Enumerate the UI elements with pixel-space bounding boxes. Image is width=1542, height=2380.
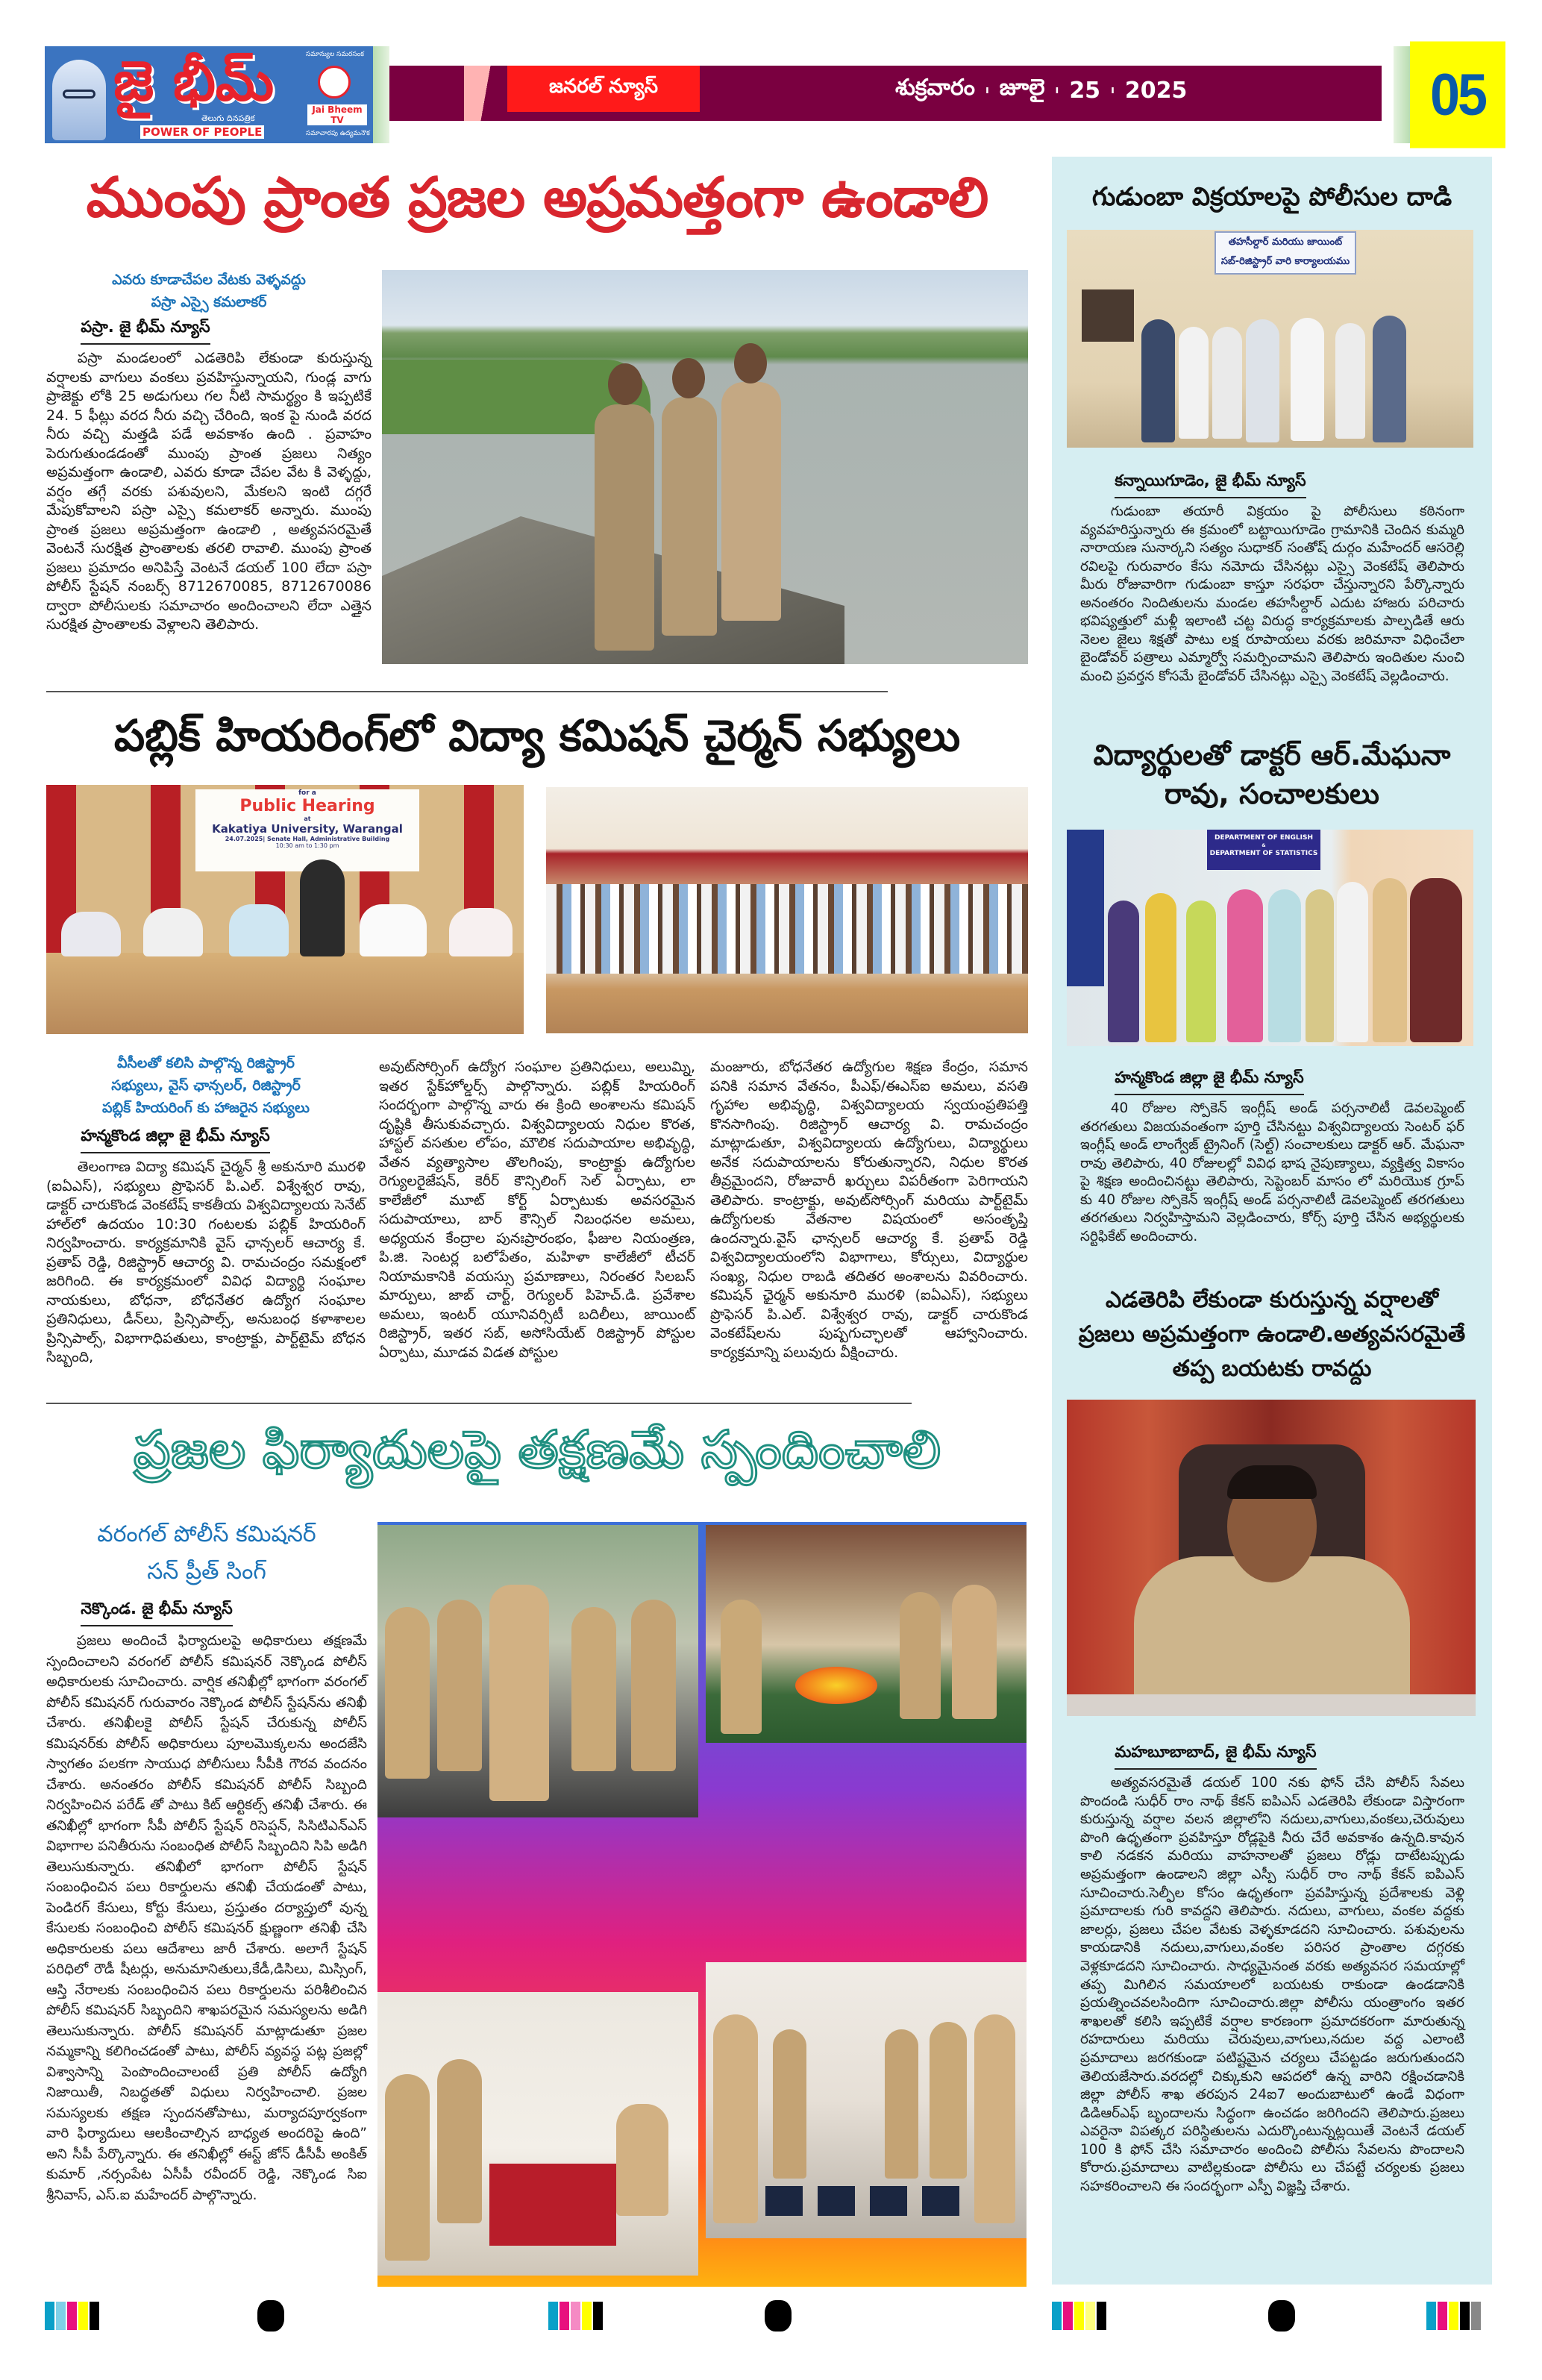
sidebar-a-text <box>1080 472 1464 686</box>
issue-date-number: 25 <box>1069 77 1101 104</box>
banner-line4: Kakatiya University, Warangal <box>212 822 403 836</box>
tahsildar-sign <box>1215 231 1356 275</box>
tv-bottom-text: సమాచారపు ఉద్యమనౌక <box>306 130 370 137</box>
police-officer <box>385 1607 430 1779</box>
masthead-green-bevel <box>373 46 389 143</box>
portrait-glasses-icon <box>63 90 95 98</box>
person <box>1212 327 1242 439</box>
police-officer <box>631 1600 676 1771</box>
issue-date: శుక్రవారం ı జూలై ı 25 ı 2025 <box>895 72 1187 109</box>
section-divider <box>46 1403 912 1404</box>
panel-member <box>61 912 121 956</box>
story1-body: పస్రా మండలంలో ఎడతెరిపి లేకుండా కురుస్తున్న వర్షాలకు వాగులు వంకలు ప్రవహిస్తున్నాయని, గుండ్ల వాగు ప్రాజెక్టు లోకి 25 అడుగులు గల నీటి సామర్థ్యం కి ఇప్పటికే 24. 5 ఫీట్లు వరద నీరు వచ్చి చేరింది, ఇంక పై నుండి వరద నీరు వచ్చి మత్తడి పడే అవకాశం ఉంది . ప్రవాహం పెరుగుతుండడంతో ముంపు ప్రాంత ప్రజలు నిత్యం అప్రమత్తంగా ఉండాలి, ఎవరు కూడా చేపల వేట కి వెళ్ళద్దు, వర్షం తగ్గే వరకు పశువులని, మేకలని ఇంటి దగ్గరే మేపుకోవాలని పస్రా ఎస్సై కమలాకర్ అన్నారు. ముంపు ప్రాంత ప్రజలు అప్రమత్తంగా ఉండాలి , అత్యవసరమైతే వెంటనే సురక్షిత ప్రాంతాలకు తరలి రావాలి. ముంపు ప్రాంత ప్రజలు ప్రమాదం అనిపిస్తే వెంటనే డయల్ 100 లేదా పస్రా పోలీస్ స్టేషన్ నంబర్స్ 8712670085, 8712670086 ద్వారా పోలీసులకు సమాచారం అందించాలని లేదా ఎత్తైన సురక్షిత ప్రాంతాలకు వెళ్లాలని తెలిపారు. <box>46 350 372 633</box>
person <box>1141 319 1175 442</box>
story1-subhead-2: పస్రా ఎస్సై కమలాకర్ <box>151 294 267 310</box>
section-label: జనరల్ న్యూస్ <box>507 66 700 112</box>
student <box>1268 889 1301 1042</box>
story1-headline: ముంపు ప్రాంత ప్రజల అప్రమత్తంగా ఉండాలి <box>86 166 988 230</box>
sign-line1: తహసీల్దార్ మరియు జాయింట్ <box>1228 237 1343 248</box>
sidebar-c-headline-2: ప్రజలు అప్రమత్తంగా ఉండాలి.అత్యవసరమైతే <box>1078 1321 1466 1347</box>
commissioner <box>489 1585 549 1801</box>
hearing-dais-photo <box>46 785 524 1034</box>
page-number: 05 <box>1410 42 1505 148</box>
registration-oval <box>257 2300 284 2332</box>
commissioner <box>616 2104 668 2216</box>
police-officer <box>974 2014 1015 2223</box>
flood-police-photo <box>382 270 1028 664</box>
story3-subhead-2: సన్ ప్రీత్ సింగ్ <box>147 1559 266 1585</box>
police-officer <box>900 1592 941 1719</box>
sidebar-c-headline-3: తప్ప బయటకు రావద్దు <box>1172 1356 1372 1382</box>
issue-day: శుక్రవారం <box>895 75 975 101</box>
story3-byline: నెక్కొండ. జై భీమ్ న్యూస్ <box>81 1600 233 1626</box>
registration-oval <box>1268 2300 1295 2332</box>
tv-top-text: సమాన్యుల సమరసంక <box>306 51 364 58</box>
person <box>1373 316 1406 442</box>
sidebar-c-text <box>1080 1743 1464 2196</box>
story2-body-col2: అవుట్‌సోర్సింగ్ ఉద్యోగ సంఘాల ప్రతినిధులు, అలుమ్ని, ఇతర స్టేక్‌హోల్డర్స్ పాల్గొన్నారు. పబ్లిక్ హియరింగ్ సందర్భంగా పాల్గొన్న వారు ఈ క్రింది అంశాలను కమిషన్ దృష్టికి తీసుకువచ్చారు. విశ్వవిద్యాలయ నిధుల కొరత, హాస్టల్ వసతుల లోపం, మౌలిక సదుపాయాల అభివృద్ధి, వేతన వ్యత్యాసాల తొలగింపు, కాంట్రాక్టు ఉద్యోగుల రెగ్యులరైజేషన్, కెరీర్ కౌన్సిలింగ్ సెల్ ఏర్పాటు, లా కాలేజీలో మూట్ కోర్ట్ ఏర్పాటుకు అవసరమైన సదుపాయాలు, బార్ కౌన్సిల్ నిబంధనల అమలు, అధ్యయన కేంద్రాల పునఃప్రారంభం, ఫీజుల నియంత్రణ, పి.జి. సెంటర్ల బలోపేతం, మహిళా కాలేజీలో టీచర్ నియామకానికి వయస్సు ప్రమాణాలు, నిరంతర సిలబస్ మార్పులు, జాబ్ చార్ట్, రెగ్యులర్ పిహెచ్.డి. ప్రవేశాల అమలు, ఇంటర్ యూనివర్సిటీ బదిలీలు, జాయింట్ రిజిస్ట్రార్, ఇతర సబ్, అసోసియేట్ రిజిస్ట్రార్ పోస్టుల ఏర్పాటు, మూడవ విడత పోస్టుల <box>379 1059 695 1361</box>
story2-byline: హన్మకొండ జిల్లా జై భీమ్ న్యూస్ <box>81 1127 270 1153</box>
story2-body-col3: మంజూరు, బోధనేతర ఉద్యోగుల శిక్షణ కేంద్రం, సమాన పనికి సమాన వేతనం, పీఎఫ్/ఈఎస్ఐ అమలు, వసతి గృహాల అభివృద్ధి, విశ్వవిద్యాలయ స్వయంప్రతిపత్తి కొనసాగింపు. రిజిస్ట్రార్ ఆచార్య వి. రామచంద్రం మాట్లాడుతూ, విశ్వవిద్యాలయ ఉద్యోగులు, విద్యార్థులు అనేక సదుపాయాలను కోరుతున్నారని, నిధుల కొరత తీవ్రమైందని, రోజువారీ ఖర్చులు విపరీతంగా పెరిగాయని తెలిపారు. కాంట్రాక్టు, అవుట్‌సోర్సింగ్ మరియు పార్ట్‌టైమ్ ఉద్యోగులకు వేతనాల విషయంలో అసంతృప్తి ఉందన్నారు.వైస్ ఛాన్సలర్ ఆచార్య కే. ప్రతాప్ రెడ్డి విశ్వవిద్యాలయంలోని విభాగాలు, కోర్సులు, విద్యార్థుల సంఖ్య, నిధుల రాబడి తదితర అంశాలను వివరించారు. కమిషన్ ఛైర్మన్ అకునూరి మురళి (ఐఏఎస్), సభ్యులు ప్రొఫెసర్ పి.ఎల్. విశ్వేశ్వర రావు, డాక్టర్ చారుకొండ వెంకటేష్‌లను పుష్పగుచ్ఛాలతో ఆహ్వానించారు. కార్యక్రమాన్ని పలువురు వీక్షించారు. <box>710 1059 1028 1361</box>
sidebar-c-headline <box>1052 1283 1492 1386</box>
police-officer <box>885 2029 918 2179</box>
issue-month: జూలై <box>999 75 1045 101</box>
story1-byline: పస్రా. జై భీమ్ న్యూస్ <box>81 318 210 345</box>
english-dept-photo <box>1067 830 1473 1046</box>
logo-subtitle: తెలుగు దినపత్రిక <box>201 113 255 123</box>
sidebar-a-byline: కన్నాయిగూడెం, జై భీమ్ న్యూస్ <box>1115 472 1306 498</box>
director <box>1227 889 1263 1042</box>
hearing-banner <box>195 789 419 871</box>
story3-body: ప్రజలు అందించే ఫిర్యాదులపై అధికారులు తక్షణమే స్పందించాలని వరంగల్ పోలీస్ కమిషనర్ నెక్కొండ పోలీస్ అధికారులకు సూచించారు. వార్షిక తనిఖీల్లో భాగంగా వరంగల్ పోలీస్ కమిషనర్ గురువారం నెక్కొండ పోలీస్ స్టేషన్‌ను తనిఖీ చేశారు. తనిఖీలకై పోలీస్ స్టేషన్ చేరుకున్న పోలీస్ కమిషనర్‌కు పోలీస్ అధికారులు పూలమొక్కలను అందజేసి స్వాగతం పలకగా సాయుధ పోలీసులు సీపీకి గౌరవ వందనం చేశారు. అనంతరం పోలీస్ కమిషనర్ పోలీస్ సిబ్బంది నిర్వహించిన పరేడ్ తో పాటు కిట్ ఆర్టికల్స్ తనిఖీ చేశారు. ఈ తనిఖీల్లో భాగంగా సీపీ పోలీస్ స్టేషన్ రిసెప్షన్, సిసిటిఎన్ఎస్ విభాగాల పనితీరును సంబంధిత పోలీస్ సిబ్బందిని సిపి అడిగి తెలుసుకున్నారు. తనిఖీలో భాగంగా పోలీస్ స్టేషన్ సంబంధించిన పలు రికార్డులను తనిఖీ చేయడంతో పాటు, పెండిరగ్ కేసులు, కోర్టు కేసులు, ప్రస్తుతం దర్యాప్తులో వున్న కేసులకు సంబంధించి పోలీస్ కమిషనర్ క్షుణ్ణంగా తనిఖీ చేసి అధికారులకు పలు ఆదేశాలు జారీ చేశారు. అలాగే స్టేషన్ పరిధిలో రౌడీ షీటర్లు, అనుమానితులు,కేడీ,డిసిలు, మిస్సింగ్, ఆస్తి నేరాలకు సంబంధించిన పలు రికార్డులను పరిశీలించిన పోలీస్ కమిషనర్ సిబ్బందిని శాఖపరమైన సమస్యలను అడిగి తెలుసుకున్నారు. పోలీస్ కమిషనర్ మాట్లాడుతూ ప్రజల నమ్మకాన్ని కలిగించడంతో పాటు, పోలీస్ వ్యవస్థ పట్ల ప్రజల్లో విశ్వాసాన్ని పెంపొందించాలంటే ప్రతి పోలీస్ ఉద్యోగి నిజాయితీ, నిబద్ధతతో విధులు నిర్వహించాలి. ప్రజల సమస్యలకు తక్షణ స్పందనతోపాటు, మర్యాదపూర్వకంగా వారి ఫిర్యాదులు ఆలకించాల్సిన బాధ్యత అందరిపై ఉంది” అని సీపీ పేర్కొన్నారు. ఈ తనిఖీల్లో ఈస్ట్ జోన్ డీసీపీ అంకిత్ కుమార్ ,నర్సంపేట ఏసీపీ రవీందర్ రెడ్డి, నెక్కొండ సిఐ శ్రీనివాస్, ఎస్.ఐ మహేందర్ పాల్గొన్నారు. <box>46 1633 367 2203</box>
story2-body-col1: తెలంగాణ విద్యా కమిషన్ చైర్మన్ శ్రీ అకునూరి మురళి (ఐఏఎస్), సభ్యులు ప్రొఫెసర్ పి.ఎల్. విశ్వేశ్వర రావు, డాక్టర్ చారుకొండ వెంకటేష్ కాకతీయ విశ్వవిద్యాలయ సెనేట్ హాల్‌లో ఉదయం 10:30 గంటలకు పబ్లిక్ హియరింగ్ నిర్వహించారు. కార్యక్రమానికి వైస్ ఛాన్సలర్ ఆచార్య కే. ప్రతాప్ రెడ్డి, రిజిస్ట్రార్ ఆచార్య వి. రామచంద్రం సమక్షంలో జరిగింది. ఈ కార్యక్రమంలో వివిధ విద్యార్థి సంఘాల నాయకులు, బోధనా, బోధనేతర ఉద్యోగ సంఘాల ప్రతినిధులు, డీన్‌లు, ప్రిన్సిపాల్స్, అనుబంధ కళాశాలల ప్రిన్సిపాల్స్, విభాగాధిపతులు, కాంట్రాక్టు, పార్ట్‌టైమ్ బోధన సిబ్బంది, <box>46 1159 366 1365</box>
ambedkar-portrait <box>52 60 106 140</box>
section-tab-shadow <box>464 66 507 121</box>
sp-hair <box>1227 1465 1317 1499</box>
banner-line1: for a <box>298 789 316 797</box>
issue-year: 2025 <box>1124 77 1188 104</box>
dept-sign-line3: DEPARTMENT OF STATISTICS <box>1209 850 1318 857</box>
records-inspection-photo <box>377 1992 698 2276</box>
window <box>1082 289 1134 342</box>
banner-line3: at <box>304 815 311 822</box>
color-registration-mark <box>1052 2302 1108 2330</box>
police-collage <box>377 1522 1027 2287</box>
police-officer <box>595 404 654 651</box>
sp-portrait-photo <box>1067 1400 1476 1716</box>
sidebar-c-headline-1: ఎడతెరిపి లేకుండా కురుస్తున్న వర్షాలతో <box>1105 1287 1439 1313</box>
hearing-audience-photo <box>546 787 1028 1033</box>
story1-subhead-1: ఎవరు కూడాచేపల వేటకు వెళ్ళవద్దు <box>112 272 306 288</box>
story3-text <box>46 1516 367 2205</box>
sidebar-c-byline: మహబూబాబాద్, జై భీమ్ న్యూస్ <box>1115 1743 1316 1770</box>
flower-rangoli <box>795 1667 877 1704</box>
story2-subhead-3: పబ్లిక్ హియరింగ్ కు హాజరైన సభ్యులు <box>102 1100 310 1116</box>
person <box>1179 327 1209 439</box>
logo-title: జై భీమ్ <box>113 49 275 113</box>
audience-crowd <box>546 884 1028 974</box>
tv-logo: Jai Bheem TV <box>307 104 367 125</box>
police-officer <box>952 1585 997 1719</box>
notice-board <box>1067 830 1104 986</box>
section-divider <box>46 691 888 692</box>
student <box>1306 889 1334 1042</box>
panel-member <box>360 904 427 956</box>
color-registration-mark <box>45 2302 101 2330</box>
police-officer <box>930 2022 967 2179</box>
police-officer <box>571 1607 616 1771</box>
kit-articles-photo <box>706 1962 1027 2238</box>
commissioner-parade-photo <box>377 1525 698 1817</box>
panel-member <box>229 904 289 956</box>
color-registration-mark <box>1426 2302 1482 2330</box>
desk <box>489 2164 616 2246</box>
panel-member <box>300 859 345 956</box>
story3-subhead-1: వరంగల్ పోలీస్ కమిషనర్ <box>97 1521 316 1547</box>
officer-head <box>672 358 705 398</box>
police-officer <box>662 397 717 636</box>
registration-oval <box>765 2300 792 2332</box>
color-registration-mark <box>548 2302 604 2330</box>
sidebar-b-headline <box>1052 736 1492 813</box>
person <box>1246 319 1279 442</box>
sidebar-b-text <box>1080 1068 1464 1246</box>
dais-table <box>46 953 524 1034</box>
story3-headline: ప్రజల ఫిర్యాదులపై తక్షణమే స్పందించాలి <box>133 1419 941 1480</box>
student <box>1186 901 1216 1042</box>
sidebar-b-headline-1: విద్యార్థులతో డాక్టర్ ఆర్.మేఘనా <box>1093 739 1451 771</box>
panel-member <box>143 908 203 956</box>
sidebar-a-headline: గుడుంబా విక్రయాలపై పోలీసుల దాడి <box>1091 182 1452 212</box>
sidebar-b-byline: హన్మకొండ జిల్లా జై భీమ్ న్యూస్ <box>1115 1068 1304 1095</box>
officer-head <box>734 343 767 383</box>
gudumba-raid-photo <box>1067 230 1473 448</box>
story2-col1 <box>46 1052 366 1368</box>
sidebar-c-body: అత్యవసరమైతే డయల్ 100 నకు ఫోన్ చేసి పోలీస్ సేవలు పొందండి సుధీర్ రాం నాథ్ కేకన్ ఐపిఎస్ ఎడతెరిపి లేకుండా విస్తారంగా కురుస్తున్న వర్షాల వలన జిల్లాలోని నదులు,వాగులు,వంకలు,చెరువులు పొంగి ఉధృతంగా ప్రవహిస్తూ రోడ్లపైకి నీరు చేరే అవకాశం ఉన్నది.కావున కాలి నడకన మరియు వాహనాలతో ప్రజలు రోడ్లు దాటేటప్పుడు అప్రమత్తంగా ఉండాలని జిల్లా ఎస్పీ సుధీర్ రాం నాథ్ కేకన్ ఐపిఎస్ సూచించారు.సెల్ఫీల కోసం ఉధృతంగా ప్రవహిస్తున్న ప్రదేశాలకు వెళ్లి ప్రమాదాలకు గురి కావద్దని తెలిపారు. నదులు, వాగులు, వంకల వద్దకు జాలర్లు, ప్రజలు చేపల వేటకు వెళ్ళకూడదని సూచించారు. పశువులను కాయడానికి నదులు,వాగులు,వంకల పరిసర ప్రాంతాల దగ్గరకు వెళ్లకూడదని సూచించారు. సాధ్యమైనంత వరకు అత్యవసర సమయాల్లో తప్ప మిగిలిన సమయాలలో బయటకు రాకుండా ఉండడానికి ప్రయత్నించవలసిందిగా సూచించారు.జిల్లా పోలీసు యంత్రాంగం ఇతర శాఖలతో కలిసి ఇప్పటికే వర్షాల కారణంగా ప్రమాదకరంగా మారుతున్న రహదారులు మరియు చెరువులు,వాగులు,నదుల వద్ద ఎలాంటి ప్రమాదాలు జరగకుండా పటిష్టమైన చర్యలు చేపట్టడం జరుగుతుందని తెలియజేసారు.వరదల్లో చిక్కుకుని ఆపదలో ఉన్న వారిని రక్షించడానికి జిల్లా పోలీస్ శాఖ తరపున 24ఐ7 అందుబాటులో ఉండే విధంగా డిడిఆర్ఎఫ్ బృందాలను సిద్ధంగా ఉంచడం జరిగిందని తెలిపారు.ప్రజలు ఎవరైనా విపత్కర పరిస్థితులను ఎదుర్కొంటున్నట్లయితే వెంటనే డయల్ 100 కి ఫోన్ చేసి సమాచారం అందించి పోలీసు సేవలను పొందాలని కోరారు.ప్రమాదాలు వాటిల్లకుండా పోలీసు లు చేపట్టే చర్యలకు ప్రజలు సహకరించాలని ఈ సందర్భంగా ఎస్పీ విజ్ఞప్తి చేశారు. <box>1080 1775 1464 2195</box>
police-officer <box>437 2059 482 2223</box>
student <box>1108 901 1139 1042</box>
police-officer <box>437 1600 482 1771</box>
banner-line6: 10:30 am to 1:30 pm <box>275 842 339 849</box>
student <box>1145 893 1176 1042</box>
panel-member <box>449 908 513 956</box>
police-officer <box>385 2074 430 2261</box>
police-officer <box>721 382 781 621</box>
kit-bags <box>765 2186 959 2216</box>
person <box>1335 323 1365 439</box>
sidebar-b-headline-2: రావు, సంచాలకులు <box>1165 777 1379 810</box>
police-officer <box>713 2014 758 2223</box>
department-sign <box>1207 830 1320 870</box>
sign-line2: సబ్-రిజిస్ట్రార్ వారి కార్యాలయము <box>1220 256 1350 267</box>
student <box>1337 882 1368 1042</box>
student <box>1373 878 1407 1042</box>
story2-subhead-1: వీసీలతో కలిసి పాల్గొన్న రిజిస్ట్రార్ <box>117 1055 295 1071</box>
tv-logo-icon <box>318 66 351 98</box>
student <box>1410 878 1462 1042</box>
banner-line2: Public Hearing <box>239 797 375 815</box>
person <box>1291 318 1324 441</box>
logo-tagline: POWER OF PEOPLE <box>140 125 264 139</box>
sidebar-b-body: 40 రోజుల స్పోకెన్ ఇంగ్లీష్ అండ్ పర్సనాలిటీ డెవలప్మెంట్ తరగతులు విజయవంతంగా పూర్తి చేసినట్టు విశ్వవిద్యాలయ సెంటర్ ఫర్ ఇంగ్లీష్ అండ్ లాంగ్వేజ్ ట్రైనింగ్ (సెల్ట్) సంచాలకులు డాక్టర్ ఆర్. మేఘనా రావు తెలిపారు, 40 రోజులల్లో వివిధ భాష నైపుణ్యాలు, వ్యక్తిత్వ వికాసం పై శిక్షణ అందించినట్టు తెలిపారు, సెప్టెంబర్ మాసం లో మరియొక గ్రూప్ కు 40 రోజుల స్పోకెన్ ఇంగ్లీష్ అండ్ పర్సనాలిటీ డెవలప్మెంట్ తరగతులు తరగతులు నిర్వహిస్తామని వెల్లడించారు, కోర్స్ పూర్తి చేసిన అభ్యర్థులకు సర్టిఫికేట్ అందించారు. <box>1080 1100 1464 1244</box>
dept-sign-line2: & <box>1262 843 1266 848</box>
police-officer <box>773 2029 806 2179</box>
masthead-logo <box>45 46 373 143</box>
police-officer <box>721 1600 762 1734</box>
desk <box>1067 1694 1476 1716</box>
sidebar-a-body: గుడుంబా తయారీ విక్రయం పై పోలీసులు కఠినంగా వ్యవహరిస్తున్నారు ఈ క్రమంలో బట్టాయిగూడెం గ్రామానికి చెందిన కుమ్మరి నారాయణ సునార్కని సత్యం సుధాకర్ సంతోష్ దుర్గం మహేందర్ ఆసరెల్లి రవిలపై గురువారం కేసు నమోదు చేసినట్లు ఎస్సై వెంకటేష్ తెలిపారు మీరు రోజువారిగా గుడుంబా కాస్తూ సరఫరా చేస్తున్నారని పేర్కొన్నారు అనంతరం నిందితులను మండల తహసీల్దార్ ఎదుట హాజరు పరిచారు భవిష్యత్తులో మళ్లీ ఇలాంటి చట్ట విరుద్ధ కార్యక్రమాలకు పాల్పడితే ఆరు నెలల జైలు శిక్షతో పాటు లక్ష రూపాయలు వరకు జరిమానా విధించేలా బైండోవర్ పత్రాలు ఎమ్మార్వో సమర్పించామని తెలిపారు ఇందితుల నుంచి మంచి ప్రవర్తన కోసమే బైండోవర్ చేసినట్లు ఎస్సై వెంకటేష్ వెల్లడించారు. <box>1080 504 1464 684</box>
officer-head <box>608 363 642 405</box>
banner-line5: 24.07.2025| Senate Hall, Administrative Building <box>225 836 390 842</box>
story2-headline: పబ్లిక్ హియరింగ్‌లో విద్యా కమిషన్ చైర్మన్ సభ్యులు <box>113 710 961 761</box>
story1-text <box>46 269 372 635</box>
sapling-planting-photo <box>706 1525 1027 1743</box>
page-bevel <box>1394 46 1410 143</box>
story2-subhead-2: సభ్యులు, వైస్ ఛాన్సలర్, రిజిస్ట్రార్ <box>111 1077 301 1094</box>
dept-sign-line1: DEPARTMENT OF ENGLISH <box>1214 834 1314 842</box>
